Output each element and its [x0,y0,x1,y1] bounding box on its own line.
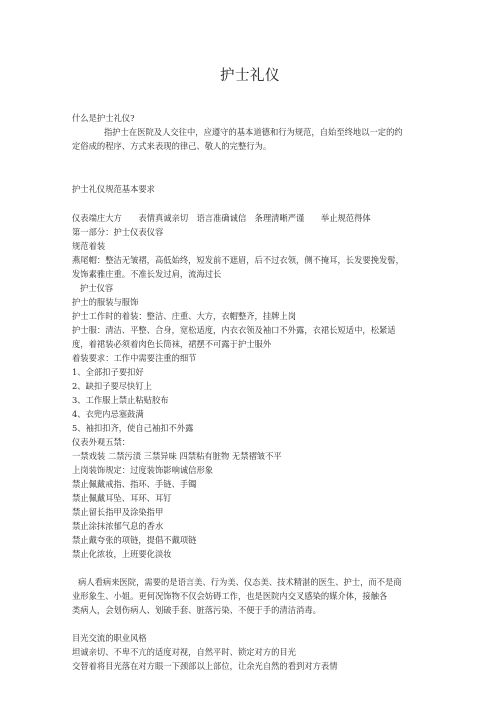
paragraph-line: 指护士在医院及人交往中，应遵守的基本道德和行为规范，自始至终地以一定的约 [104,127,403,137]
list-item: 禁止留长指甲及涂染指甲 [72,507,164,517]
paragraph-line: 着装要求：工作中需要注重的细节 [72,353,197,363]
paragraph-line: 发饰素雅庄重。不准长发过肩，流海过长 [72,269,222,279]
section-heading: 护士礼仪规范基本要求 [72,184,155,194]
list-item: 禁止涂抹浓郁气息的香水 [72,521,164,531]
paragraph-line: 燕尾帽：整洁无皱褶，高低始终，短发前不遮眉，后不过衣领，侧不掩耳，长发要挽发髻， [72,255,404,265]
section-question: 什么是护士礼仪? [72,113,135,123]
list-item: 禁止戴夸张的项链，提倡不戴项链 [72,535,197,545]
paragraph-line: 一禁戏装 二禁污渍 三禁异味 四禁粘有脏物 无禁褶皱不平 [72,451,282,461]
paragraph-line: 仪表端庄大方 表情真诚亲切 语言准确诚信 条理清晰严谨 举止规范得体 [72,213,371,223]
list-item: 2、缺扣子要尽快钉上 [72,381,152,391]
list-item: 4、衣兜内忌塞鼓满 [72,409,144,419]
list-item: 禁止佩戴戒指、指环、手链、手镯 [72,479,197,489]
section-heading: 目光交流的职业风格 [72,633,147,643]
list-item: 1、全部扣子要扣好 [72,367,144,377]
list-item: 禁止化浓妆，上班要化淡妆 [72,549,172,559]
subsection-heading: 规范着装 [72,241,106,251]
paragraph-line: 业形象生、小姐。更何况饰物不仅会妨碍工作，也是医院内交叉感染的媒介体，接触各 [72,591,388,601]
paragraph-line: 坦诚亲切、不卑不亢的适度对视，自然平时、锁定对方的目光 [72,647,297,657]
paragraph-line: 定俗成的程序、方式来表现的律己、敬人的完整行为。 [72,141,272,151]
list-item: 5、袖扣扣齐，使自己袖扣不外露 [72,423,194,433]
subsection-heading: 护士仪容 [80,283,114,293]
subsection-heading: 护士的服装与服饰 [72,297,139,307]
paragraph-line: 类病人，会划伤病人、划破手套、脏落污染、不便于手的清洁消毒。 [72,605,321,615]
paragraph-line: 上岗装饰规定：过度装饰影响诚信形象 [72,465,214,475]
paragraph-line: 交替着将目光落在对方眼一下颈部以上部位，让余光自然的看到对方表情 [72,661,338,671]
list-item: 3、工作服上禁止粘贴胶布 [72,395,169,405]
paragraph-line: 护士服：清洁、平整、合身，宽松适度，内衣衣领及袖口不外露，衣裙长短适中，松紧适 [72,325,396,335]
paragraph-line: 病人看病来医院，需要的是语言美、行为美、仪态美、技术精湛的医生、护士，而不是商 [78,577,402,587]
section-heading: 第一部分：护士仪表仪容 [72,227,164,237]
list-item: 禁止佩戴耳坠、耳环、耳钉 [72,493,172,503]
document-title: 护士礼仪 [220,68,280,84]
paragraph-line: 度，着裙装必须着肉色长筒袜，裙摆不可露于护士服外 [72,339,272,349]
subsection-heading: 仪表外观五禁： [72,437,131,447]
paragraph-line: 护士工作时的着装：整洁、庄重、大方，衣帽整齐，挂牌上岗 [72,311,297,321]
